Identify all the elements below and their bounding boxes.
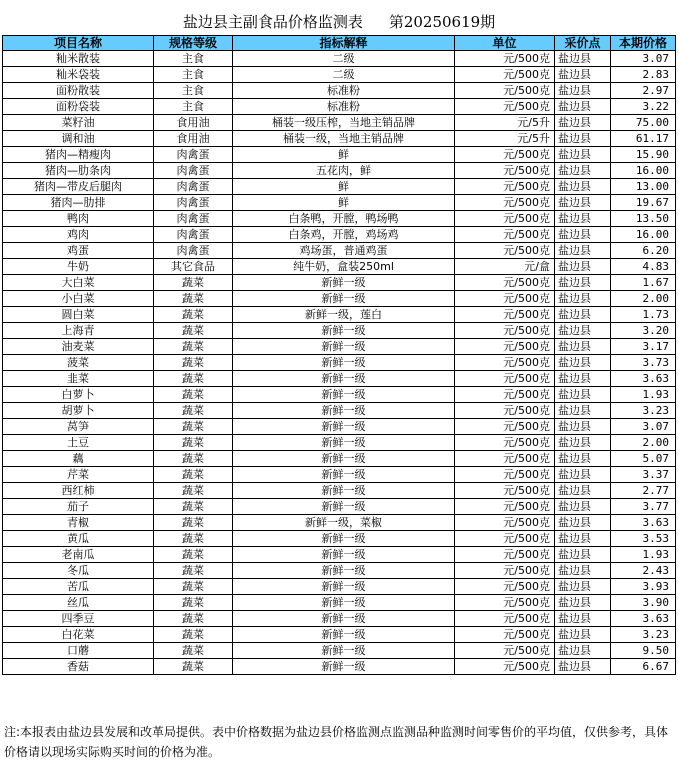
spec-cell: 蔬菜 xyxy=(154,387,233,403)
unit-cell: 元/500克 xyxy=(455,643,555,659)
indicator-cell: 新鲜一级 xyxy=(233,627,455,643)
item-name-cell: 猪肉—肋排 xyxy=(3,195,154,211)
table-row xyxy=(3,403,676,419)
item-name-cell: 面粉散装 xyxy=(3,83,154,99)
table-row xyxy=(3,307,676,323)
indicator-cell: 新鲜一级 xyxy=(233,371,455,387)
item-name-cell: 口蘑 xyxy=(3,643,154,659)
place-cell: 盐边县 xyxy=(555,99,611,115)
price-table xyxy=(2,35,676,675)
unit-cell: 元/500克 xyxy=(455,595,555,611)
indicator-cell: 新鲜一级 xyxy=(233,339,455,355)
item-name-cell: 圆白菜 xyxy=(3,307,154,323)
spec-cell: 其它食品 xyxy=(154,259,233,275)
unit-cell: 元/500克 xyxy=(455,307,555,323)
table-row xyxy=(3,339,676,355)
indicator-cell: 新鲜一级 xyxy=(233,467,455,483)
unit-cell: 元/500克 xyxy=(455,579,555,595)
unit-cell: 元/500克 xyxy=(455,179,555,195)
item-name-cell: 猪肉—肋条肉 xyxy=(3,163,154,179)
item-name-cell: 韭菜 xyxy=(3,371,154,387)
item-name-cell: 茄子 xyxy=(3,499,154,515)
indicator-cell: 标准粉 xyxy=(233,83,455,99)
report-title: 盐边县主副食品价格监测表 xyxy=(182,13,363,31)
unit-cell: 元/500克 xyxy=(455,435,555,451)
indicator-cell: 新鲜一级 xyxy=(233,419,455,435)
price-cell: 1.73 xyxy=(611,307,676,323)
spec-cell: 主食 xyxy=(154,83,233,99)
unit-cell: 元/500克 xyxy=(455,451,555,467)
item-name-cell: 胡萝卜 xyxy=(3,403,154,419)
indicator-cell: 新鲜一级 xyxy=(233,643,455,659)
price-cell: 75.00 xyxy=(611,115,676,131)
unit-cell: 元/500克 xyxy=(455,483,555,499)
indicator-cell: 鸡场蛋，普通鸡蛋 xyxy=(233,243,455,259)
table-header-row xyxy=(3,36,676,51)
spec-cell: 蔬菜 xyxy=(154,563,233,579)
spec-cell: 蔬菜 xyxy=(154,403,233,419)
place-cell: 盐边县 xyxy=(555,419,611,435)
item-name-cell: 猪肉—带皮后腿肉 xyxy=(3,179,154,195)
place-cell: 盐边县 xyxy=(555,83,611,99)
item-name-cell: 莴笋 xyxy=(3,419,154,435)
indicator-cell: 二级 xyxy=(233,51,455,67)
indicator-cell: 鲜 xyxy=(233,147,455,163)
table-row xyxy=(3,563,676,579)
item-name-cell: 牛奶 xyxy=(3,259,154,275)
place-cell: 盐边县 xyxy=(555,467,611,483)
table-body xyxy=(3,51,676,675)
price-cell: 61.17 xyxy=(611,131,676,147)
price-cell: 3.23 xyxy=(611,403,676,419)
table-row xyxy=(3,275,676,291)
table-row xyxy=(3,83,676,99)
item-name-cell: 藕 xyxy=(3,451,154,467)
price-cell: 3.07 xyxy=(611,51,676,67)
unit-cell: 元/500克 xyxy=(455,67,555,83)
place-cell: 盐边县 xyxy=(555,211,611,227)
spec-cell: 蔬菜 xyxy=(154,275,233,291)
price-cell: 6.20 xyxy=(611,243,676,259)
header-indicator: 指标解释 xyxy=(233,36,455,51)
price-cell: 13.50 xyxy=(611,211,676,227)
place-cell: 盐边县 xyxy=(555,131,611,147)
table-row xyxy=(3,419,676,435)
price-cell: 3.37 xyxy=(611,467,676,483)
price-cell: 2.43 xyxy=(611,563,676,579)
spec-cell: 蔬菜 xyxy=(154,467,233,483)
price-cell: 3.17 xyxy=(611,339,676,355)
unit-cell: 元/500克 xyxy=(455,467,555,483)
spec-cell: 肉禽蛋 xyxy=(154,195,233,211)
place-cell: 盐边县 xyxy=(555,51,611,67)
spec-cell: 蔬菜 xyxy=(154,451,233,467)
unit-cell: 元/500克 xyxy=(455,403,555,419)
indicator-cell: 新鲜一级 xyxy=(233,611,455,627)
price-cell: 3.73 xyxy=(611,355,676,371)
place-cell: 盐边县 xyxy=(555,115,611,131)
indicator-cell: 桶装一级，当地主销品牌 xyxy=(233,131,455,147)
spec-cell: 蔬菜 xyxy=(154,595,233,611)
indicator-cell: 新鲜一级 xyxy=(233,355,455,371)
spec-cell: 蔬菜 xyxy=(154,291,233,307)
table-row xyxy=(3,67,676,83)
spec-cell: 蔬菜 xyxy=(154,355,233,371)
spec-cell: 蔬菜 xyxy=(154,323,233,339)
price-cell: 3.07 xyxy=(611,419,676,435)
place-cell: 盐边县 xyxy=(555,547,611,563)
unit-cell: 元/500克 xyxy=(455,547,555,563)
place-cell: 盐边县 xyxy=(555,163,611,179)
price-cell: 3.23 xyxy=(611,627,676,643)
spec-cell: 主食 xyxy=(154,67,233,83)
spec-cell: 蔬菜 xyxy=(154,483,233,499)
price-cell: 6.67 xyxy=(611,659,676,675)
indicator-cell: 白条鸡，开膛，鸡场鸡 xyxy=(233,227,455,243)
item-name-cell: 冬瓜 xyxy=(3,563,154,579)
item-name-cell: 西红柿 xyxy=(3,483,154,499)
place-cell: 盐边县 xyxy=(555,611,611,627)
place-cell: 盐边县 xyxy=(555,291,611,307)
spec-cell: 蔬菜 xyxy=(154,531,233,547)
price-cell: 13.00 xyxy=(611,179,676,195)
place-cell: 盐边县 xyxy=(555,371,611,387)
item-name-cell: 小白菜 xyxy=(3,291,154,307)
price-cell: 3.20 xyxy=(611,323,676,339)
indicator-cell: 新鲜一级 xyxy=(233,323,455,339)
indicator-cell: 白条鸭，开膛，鸭场鸭 xyxy=(233,211,455,227)
place-cell: 盐边县 xyxy=(555,579,611,595)
price-cell: 3.77 xyxy=(611,499,676,515)
table-row xyxy=(3,131,676,147)
spec-cell: 蔬菜 xyxy=(154,643,233,659)
indicator-cell: 桶装一级压榨，当地主销品牌 xyxy=(233,115,455,131)
table-row xyxy=(3,595,676,611)
table-row xyxy=(3,115,676,131)
spec-cell: 蔬菜 xyxy=(154,659,233,675)
issue-number: 第20250619期 xyxy=(388,13,496,31)
place-cell: 盐边县 xyxy=(555,643,611,659)
item-name-cell: 油麦菜 xyxy=(3,339,154,355)
unit-cell: 元/500克 xyxy=(455,195,555,211)
table-row xyxy=(3,547,676,563)
item-name-cell: 黄瓜 xyxy=(3,531,154,547)
place-cell: 盐边县 xyxy=(555,323,611,339)
price-cell: 2.97 xyxy=(611,83,676,99)
price-cell: 4.83 xyxy=(611,259,676,275)
indicator-cell: 新鲜一级 xyxy=(233,563,455,579)
place-cell: 盐边县 xyxy=(555,531,611,547)
table-row xyxy=(3,51,676,67)
price-cell: 9.50 xyxy=(611,643,676,659)
item-name-cell: 鸭肉 xyxy=(3,211,154,227)
price-cell: 15.90 xyxy=(611,147,676,163)
table-row xyxy=(3,467,676,483)
price-cell: 3.53 xyxy=(611,531,676,547)
header-collection-point: 采价点 xyxy=(555,36,611,51)
place-cell: 盐边县 xyxy=(555,387,611,403)
spec-cell: 蔬菜 xyxy=(154,435,233,451)
place-cell: 盐边县 xyxy=(555,227,611,243)
indicator-cell: 鲜 xyxy=(233,179,455,195)
unit-cell: 元/500克 xyxy=(455,83,555,99)
place-cell: 盐边县 xyxy=(555,451,611,467)
place-cell: 盐边县 xyxy=(555,179,611,195)
table-row xyxy=(3,211,676,227)
unit-cell: 元/500克 xyxy=(455,563,555,579)
price-cell: 1.93 xyxy=(611,547,676,563)
spec-cell: 蔬菜 xyxy=(154,371,233,387)
spec-cell: 肉禽蛋 xyxy=(154,147,233,163)
table-row xyxy=(3,627,676,643)
table-row xyxy=(3,451,676,467)
unit-cell: 元/500克 xyxy=(455,323,555,339)
unit-cell: 元/500克 xyxy=(455,419,555,435)
place-cell: 盐边县 xyxy=(555,563,611,579)
unit-cell: 元/500克 xyxy=(455,499,555,515)
indicator-cell: 新鲜一级 xyxy=(233,531,455,547)
unit-cell: 元/500克 xyxy=(455,211,555,227)
indicator-cell: 新鲜一级 xyxy=(233,451,455,467)
place-cell: 盐边县 xyxy=(555,355,611,371)
indicator-cell: 新鲜一级 xyxy=(233,659,455,675)
table-row xyxy=(3,163,676,179)
place-cell: 盐边县 xyxy=(555,307,611,323)
spec-cell: 蔬菜 xyxy=(154,611,233,627)
indicator-cell: 新鲜一级 xyxy=(233,403,455,419)
table-row xyxy=(3,371,676,387)
unit-cell: 元/盒 xyxy=(455,259,555,275)
table-row xyxy=(3,291,676,307)
spec-cell: 主食 xyxy=(154,51,233,67)
spec-cell: 蔬菜 xyxy=(154,339,233,355)
table-row xyxy=(3,179,676,195)
spec-cell: 主食 xyxy=(154,99,233,115)
table-row xyxy=(3,659,676,675)
price-cell: 3.90 xyxy=(611,595,676,611)
unit-cell: 元/5升 xyxy=(455,115,555,131)
unit-cell: 元/500克 xyxy=(455,227,555,243)
unit-cell: 元/500克 xyxy=(455,531,555,547)
item-name-cell: 青椒 xyxy=(3,515,154,531)
indicator-cell: 五花肉，鲜 xyxy=(233,163,455,179)
item-name-cell: 菠菜 xyxy=(3,355,154,371)
indicator-cell: 新鲜一级，菜椒 xyxy=(233,515,455,531)
indicator-cell: 新鲜一级 xyxy=(233,547,455,563)
unit-cell: 元/500克 xyxy=(455,387,555,403)
item-name-cell: 香菇 xyxy=(3,659,154,675)
table-row xyxy=(3,643,676,659)
place-cell: 盐边县 xyxy=(555,435,611,451)
unit-cell: 元/500克 xyxy=(455,627,555,643)
item-name-cell: 籼米袋装 xyxy=(3,67,154,83)
item-name-cell: 鸡肉 xyxy=(3,227,154,243)
indicator-cell: 新鲜一级 xyxy=(233,499,455,515)
spec-cell: 蔬菜 xyxy=(154,499,233,515)
page-title xyxy=(0,11,678,33)
spec-cell: 肉禽蛋 xyxy=(154,227,233,243)
item-name-cell: 猪肉—精瘦肉 xyxy=(3,147,154,163)
spec-cell: 肉禽蛋 xyxy=(154,163,233,179)
table-row xyxy=(3,483,676,499)
indicator-cell: 新鲜一级 xyxy=(233,595,455,611)
price-cell: 3.93 xyxy=(611,579,676,595)
table-row xyxy=(3,259,676,275)
spec-cell: 肉禽蛋 xyxy=(154,243,233,259)
item-name-cell: 大白菜 xyxy=(3,275,154,291)
indicator-cell: 新鲜一级 xyxy=(233,483,455,499)
place-cell: 盐边县 xyxy=(555,243,611,259)
item-name-cell: 白花菜 xyxy=(3,627,154,643)
unit-cell: 元/500克 xyxy=(455,339,555,355)
header-spec-grade: 规格等级 xyxy=(154,36,233,51)
footnote: 注:本报表由盐边县发展和改革局提供。表中价格数据为盐边县价格监测点监测品种监测时间零售价的平均值，仅供参考，具体价格请以现场实际购买时间的价格为准。 xyxy=(4,725,669,759)
price-cell: 1.93 xyxy=(611,387,676,403)
place-cell: 盐边县 xyxy=(555,595,611,611)
place-cell: 盐边县 xyxy=(555,515,611,531)
spec-cell: 食用油 xyxy=(154,115,233,131)
table-row xyxy=(3,355,676,371)
place-cell: 盐边县 xyxy=(555,147,611,163)
item-name-cell: 老南瓜 xyxy=(3,547,154,563)
price-cell: 3.63 xyxy=(611,611,676,627)
place-cell: 盐边县 xyxy=(555,275,611,291)
indicator-cell: 新鲜一级 xyxy=(233,579,455,595)
price-cell: 2.77 xyxy=(611,483,676,499)
spec-cell: 蔬菜 xyxy=(154,579,233,595)
price-cell: 3.22 xyxy=(611,99,676,115)
item-name-cell: 四季豆 xyxy=(3,611,154,627)
item-name-cell: 土豆 xyxy=(3,435,154,451)
unit-cell: 元/500克 xyxy=(455,147,555,163)
table-row xyxy=(3,579,676,595)
table-row xyxy=(3,435,676,451)
item-name-cell: 鸡蛋 xyxy=(3,243,154,259)
table-row xyxy=(3,515,676,531)
price-cell: 2.00 xyxy=(611,291,676,307)
price-cell: 2.83 xyxy=(611,67,676,83)
unit-cell: 元/500克 xyxy=(455,515,555,531)
item-name-cell: 面粉袋装 xyxy=(3,99,154,115)
unit-cell: 元/500克 xyxy=(455,355,555,371)
spec-cell: 蔬菜 xyxy=(154,547,233,563)
table-row xyxy=(3,99,676,115)
unit-cell: 元/500克 xyxy=(455,611,555,627)
unit-cell: 元/500克 xyxy=(455,99,555,115)
price-cell: 3.63 xyxy=(611,371,676,387)
place-cell: 盐边县 xyxy=(555,627,611,643)
item-name-cell: 丝瓜 xyxy=(3,595,154,611)
table-row xyxy=(3,323,676,339)
indicator-cell: 新鲜一级 xyxy=(233,291,455,307)
table-row xyxy=(3,499,676,515)
price-cell: 2.00 xyxy=(611,435,676,451)
indicator-cell: 新鲜一级 xyxy=(233,387,455,403)
header-unit: 单位 xyxy=(455,36,555,51)
unit-cell: 元/500克 xyxy=(455,659,555,675)
unit-cell: 元/5升 xyxy=(455,131,555,147)
spec-cell: 蔬菜 xyxy=(154,307,233,323)
header-current-price: 本期价格 xyxy=(611,36,676,51)
table-row xyxy=(3,531,676,547)
table-row xyxy=(3,147,676,163)
item-name-cell: 籼米散装 xyxy=(3,51,154,67)
spec-cell: 食用油 xyxy=(154,131,233,147)
spec-cell: 蔬菜 xyxy=(154,419,233,435)
price-cell: 16.00 xyxy=(611,163,676,179)
place-cell: 盐边县 xyxy=(555,259,611,275)
table-row xyxy=(3,611,676,627)
place-cell: 盐边县 xyxy=(555,483,611,499)
spec-cell: 蔬菜 xyxy=(154,627,233,643)
indicator-cell: 二级 xyxy=(233,67,455,83)
place-cell: 盐边县 xyxy=(555,659,611,675)
indicator-cell: 新鲜一级 xyxy=(233,435,455,451)
place-cell: 盐边县 xyxy=(555,339,611,355)
item-name-cell: 苦瓜 xyxy=(3,579,154,595)
table-row xyxy=(3,387,676,403)
item-name-cell: 上海青 xyxy=(3,323,154,339)
unit-cell: 元/500克 xyxy=(455,243,555,259)
price-cell: 16.00 xyxy=(611,227,676,243)
price-cell: 19.67 xyxy=(611,195,676,211)
item-name-cell: 菜籽油 xyxy=(3,115,154,131)
price-cell: 1.67 xyxy=(611,275,676,291)
indicator-cell: 鲜 xyxy=(233,195,455,211)
indicator-cell: 新鲜一级，莲白 xyxy=(233,307,455,323)
indicator-cell: 标准粉 xyxy=(233,99,455,115)
spec-cell: 肉禽蛋 xyxy=(154,179,233,195)
unit-cell: 元/500克 xyxy=(455,163,555,179)
indicator-cell: 纯牛奶，盒装250ml xyxy=(233,259,455,275)
unit-cell: 元/500克 xyxy=(455,291,555,307)
place-cell: 盐边县 xyxy=(555,499,611,515)
table-row xyxy=(3,227,676,243)
unit-cell: 元/500克 xyxy=(455,51,555,67)
spec-cell: 蔬菜 xyxy=(154,515,233,531)
item-name-cell: 芹菜 xyxy=(3,467,154,483)
unit-cell: 元/500克 xyxy=(455,275,555,291)
table-row xyxy=(3,243,676,259)
item-name-cell: 白萝卜 xyxy=(3,387,154,403)
spec-cell: 肉禽蛋 xyxy=(154,211,233,227)
header-item-name: 项目名称 xyxy=(3,36,154,51)
price-cell: 3.63 xyxy=(611,515,676,531)
price-cell: 5.07 xyxy=(611,451,676,467)
place-cell: 盐边县 xyxy=(555,67,611,83)
table-row xyxy=(3,195,676,211)
place-cell: 盐边县 xyxy=(555,403,611,419)
unit-cell: 元/500克 xyxy=(455,371,555,387)
indicator-cell: 新鲜一级 xyxy=(233,275,455,291)
item-name-cell: 调和油 xyxy=(3,131,154,147)
place-cell: 盐边县 xyxy=(555,195,611,211)
